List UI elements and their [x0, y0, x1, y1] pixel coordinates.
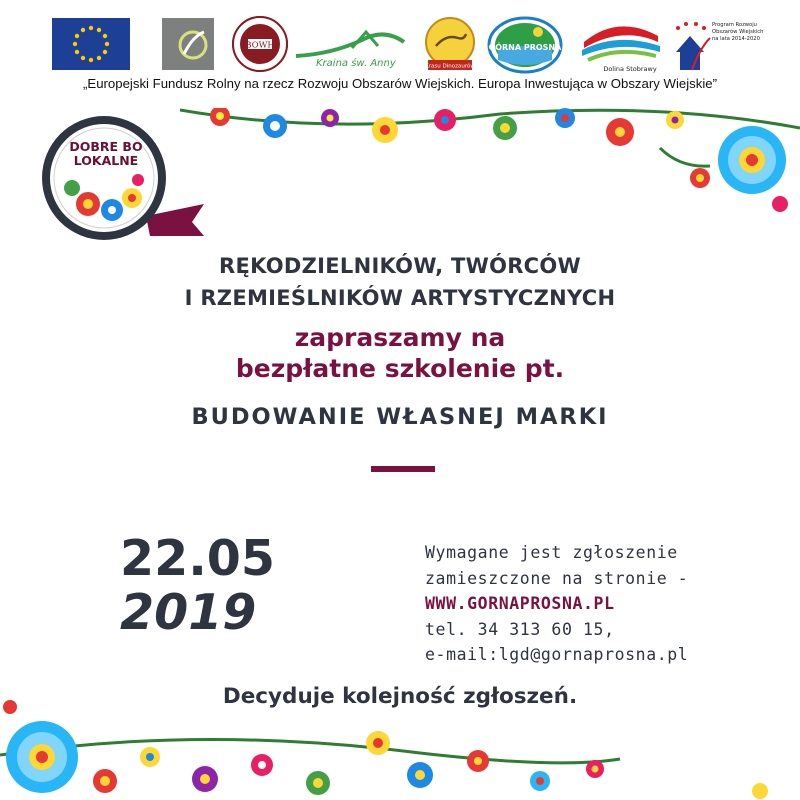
- invitation-line-2: bezpłatne szkolenie pt.: [235, 354, 565, 383]
- large-blue-flower: [718, 126, 786, 194]
- info-line-2: zamieszczone na stronie -: [425, 568, 689, 588]
- event-year: 2019: [120, 584, 257, 641]
- prow-label: Program Rozwoju Obszarów Wiejskich na lata 2014-2020: [712, 22, 764, 42]
- dolina-label: Dolina Stobrawy: [603, 65, 657, 73]
- leader-logo: [162, 18, 214, 70]
- funding-statement: „Europejski Fundusz Rolny na rzecz Rozwoju Obszarów Wiejskich. Europa Inwestująca w Obszary Wiejskie”: [83, 76, 717, 91]
- audience-line-2: I RZEMIEŚLNIKÓW ARTYSTYCZNYCH: [184, 286, 616, 310]
- dolina-stobrawy-logo: [578, 18, 664, 74]
- large-blue-flower-bottom: [6, 721, 78, 793]
- event-day-month: 22.05: [120, 530, 275, 587]
- kraina-sw-anny-logo: [292, 18, 414, 70]
- sponsor-logos-bar: [0, 0, 800, 110]
- gorna-prosna-logo: [486, 16, 564, 74]
- info-line-1: Wymagane jest zgłoszenie: [425, 543, 678, 562]
- dobre-bo-lokalne-badge: [38, 112, 208, 252]
- kraina-label: Kraina św. Anny: [316, 58, 396, 69]
- audience-heading: [0, 250, 800, 314]
- prow-logo: [670, 18, 768, 74]
- eu-flag-logo: [52, 18, 130, 70]
- folk-flowers-bottom-decoration: [0, 695, 800, 800]
- email-address[interactable]: e-mail:lgd@gornaprosna.pl: [425, 645, 689, 664]
- gorna-label: GÓRNA PROSNA: [488, 43, 562, 52]
- badge-label: DOBRE BO LOKALNE: [69, 139, 143, 168]
- training-title: BUDOWANIE WŁASNEJ MARKI: [191, 404, 609, 430]
- krasu-dinozaurow-logo: [424, 16, 476, 74]
- website-link[interactable]: WWW.GORNAPROSNA.PL: [425, 594, 615, 613]
- registration-info: [425, 540, 688, 668]
- invitation-line-1: zapraszamy na: [294, 323, 506, 352]
- invitation-heading: [0, 322, 800, 384]
- krasu-label: Krasu Dinozaurów: [425, 63, 475, 70]
- folk-flowers-top-decoration: [180, 108, 800, 213]
- registration-order-note: Decyduje kolejność zgłoszeń.: [222, 684, 578, 709]
- bowh-logo: [232, 16, 288, 72]
- phone-number: tel. 34 313 60 15,: [425, 619, 615, 639]
- event-date: [120, 532, 275, 640]
- bowh-label: BOWH: [245, 40, 275, 51]
- audience-line-1: RĘKODZIELNIKÓW, TWÓRCÓW: [218, 254, 582, 278]
- title-divider: [371, 466, 435, 472]
